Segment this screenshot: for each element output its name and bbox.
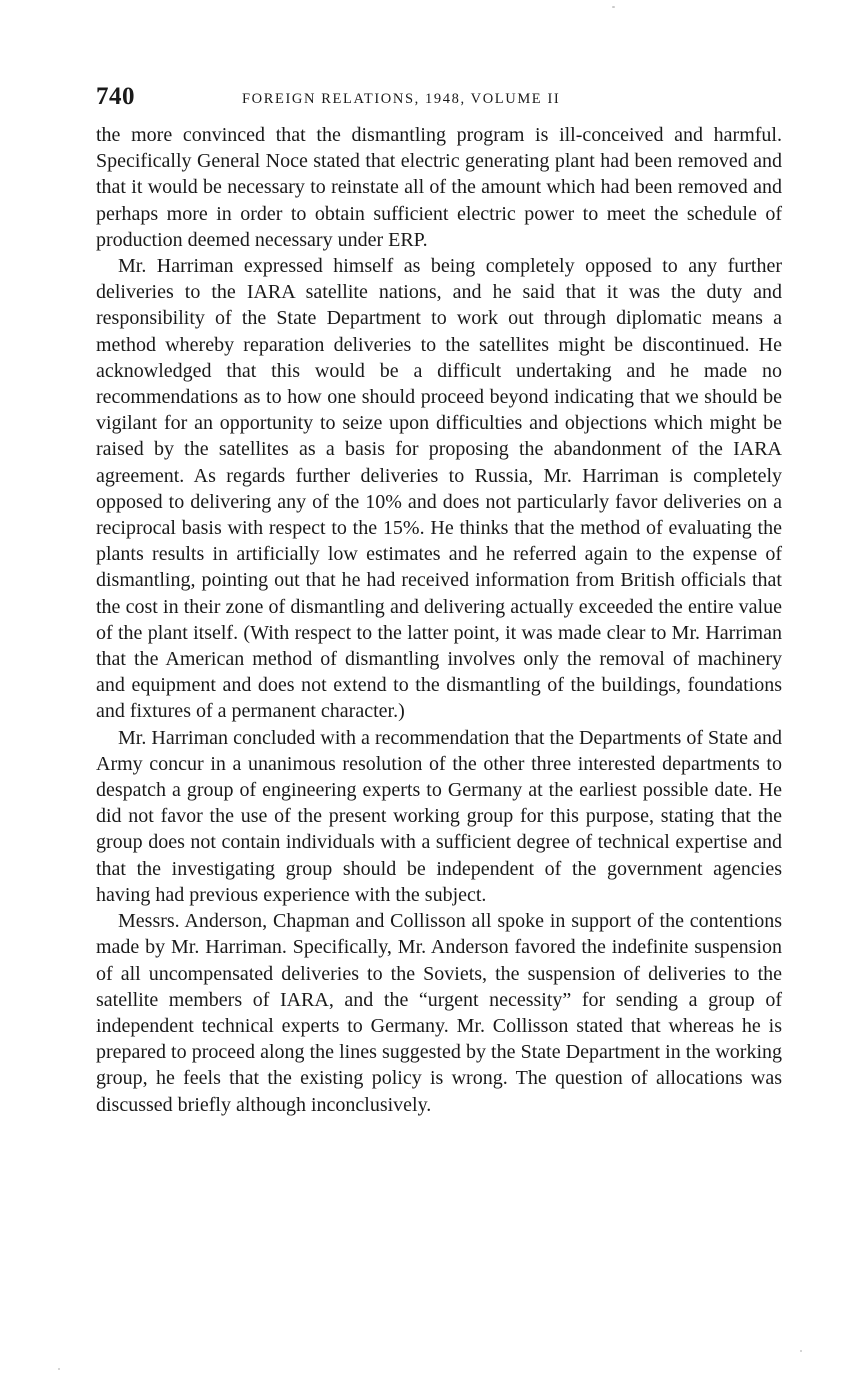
scan-speck xyxy=(58,1368,60,1370)
scan-speck xyxy=(800,1350,802,1352)
page-number: 740 xyxy=(96,83,135,110)
body-text xyxy=(96,122,782,1118)
document-page xyxy=(96,78,782,1118)
paragraph-harriman-opposition: Mr. Harriman expressed himself as being completely opposed to any further deliveries to the IARA satellite nations, and he said that it was the duty and responsibility of the State Department to work out through diplomatic means a method whereby reparation deliveries to the satellites might be discontinued. He acknowledged that this would be a difficult undertaking and he made no recommendations as to how one should proceed beyond indicating that we should be vigilant for an opportunity to seize upon difficulties and objections which might be raised by the satellites as a basis for proposing the abandonment of the IARA agreement. As regards further deliveries to Russia, Mr. Harriman is completely opposed to delivering any of the 10% and does not particularly favor deliveries on a reciprocal basis with respect to the 15%. He thinks that the method of evaluating the plants results in artificially low estimates and he referred again to the expense of dismantling, pointing out that he had received information from British officials that the cost in their zone of dismantling and delivering actually exceeded the entire value of the plant itself. (With respect to the latter point, it was made clear to Mr. Harriman that the American method of dismantling involves only the removal of machinery and equipment and does not extend to the dismantling of the buildings, foundations and fixtures of a permanent character.) xyxy=(96,255,782,723)
running-head: FOREIGN RELATIONS, 1948, VOLUME II xyxy=(242,91,561,107)
scan-speck xyxy=(612,6,615,8)
paragraph-continuation: the more convinced that the dismantling program is ill-conceived and harmful. Specifically General Noce stated that electric generating plant had been removed and that it would be necessary to reinstate all of the amount which had been removed and perhaps more in order to obtain sufficient electric power to meet the schedule of production deemed necessary under ERP. xyxy=(96,124,782,251)
paragraph-harriman-recommendation: Mr. Harriman concluded with a recommendation that the Departments of State and Army concur in a unanimous resolution of the other three interested departments to despatch a group of engineering experts to Germany at the earliest possible date. He did not favor the use of the present working group for this purpose, stating that the group does not contain individuals with a sufficient degree of technical expertise and that the investigating group should be independent of the government agencies having had previous experience with the subject. xyxy=(96,726,782,906)
page-header xyxy=(96,78,782,116)
paragraph-messrs-support: Messrs. Anderson, Chapman and Collisson all spoke in support of the contentions made by Mr. Harriman. Specifically, Mr. Anderson favored the indefinite suspension of all uncompensated deliveries to the Soviets, the suspension of deliveries to the satellite members of IARA, and the “urgent necessity” for sending a group of independent technical experts to Germany. Mr. Collisson stated that whereas he is prepared to proceed along the lines suggested by the State Department in the working group, he feels that the existing policy is wrong. The question of allocations was discussed briefly although inconclusively. xyxy=(96,910,782,1116)
